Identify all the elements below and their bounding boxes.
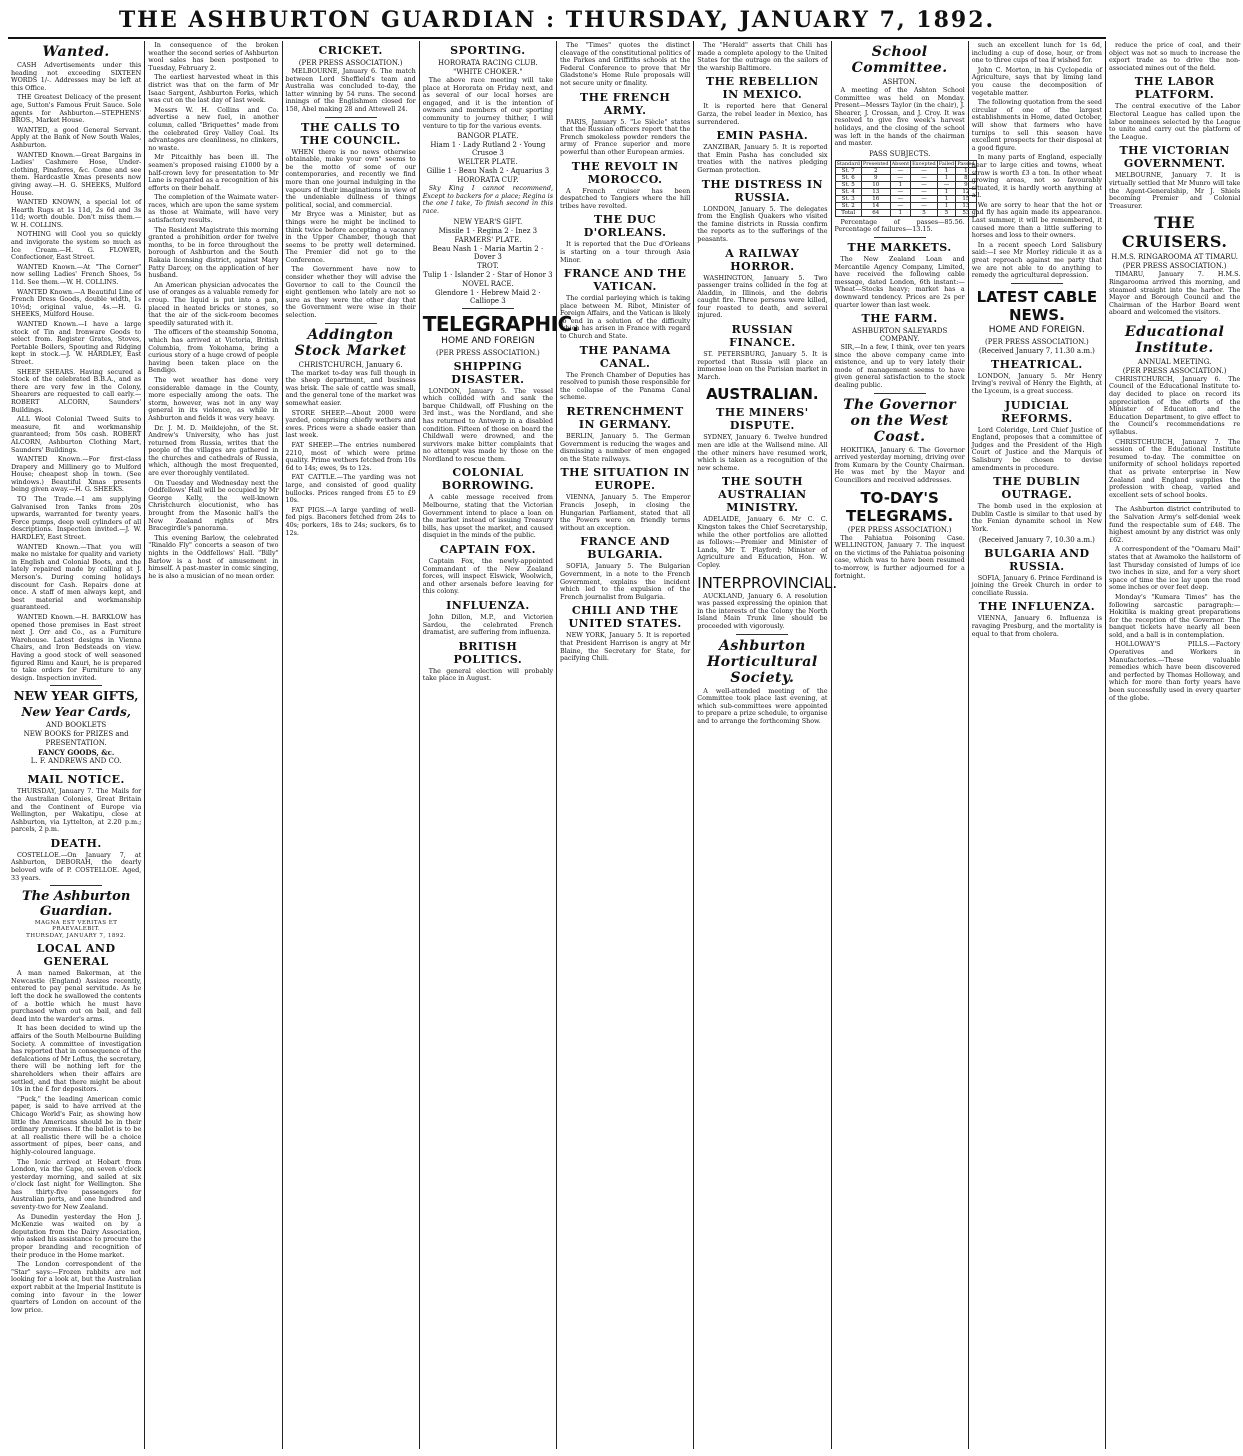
divider [874,393,926,394]
table-cell: 5 [911,209,938,216]
table-header-cell: Presented [862,160,889,167]
colonial-borrowing-heading: COLONIAL BORROWING. [441,466,535,493]
table-cell: 1 [890,181,911,188]
table-cell: 9 [956,181,976,188]
column-4 [420,41,579,1449]
article-paragraph: The following quotation from the seed circular of one of the largest establishments in Home, dated October, will show that farmers who have turnips to sell this season have excellent prospects for their disposal at a good figure. [971,98,1102,152]
table-cell: St. 7 [835,167,861,174]
calls-council-heading: THE CALLS TO THE COUNCIL. [300,120,401,147]
home-foreign-subheading: HOME AND FOREIGN. [988,324,1086,335]
article-paragraph: The market to-day was full though in the sheep department, and business was brisk. The sale of cattle was small, and the general tone of the market was somewhat easier. [285,368,416,407]
cricket-heading: CRICKET. [318,44,383,57]
captain-fox-heading: CAPTAIN FOX. [439,543,537,557]
article-paragraph: The "Herald" asserts that Chili has made a complete apology to the United States for the outrage on the sailors of the warship Baltimore. [697,41,828,72]
table-row [835,209,976,216]
table-cell: 5 [937,209,955,216]
table-cell: 15 [956,195,976,202]
table-cell: 14 [861,202,890,209]
table-cell: 10 [861,181,890,188]
table-cell: 1 [937,188,955,195]
railway-horror-heading: A RAILWAY HORROR. [725,246,800,273]
distress-heading: THE DISTRESS IN RUSSIA. [701,177,824,204]
article-paragraph: The general election will probably take place in August. [422,666,553,683]
table-header-cell: Passed [957,160,975,167]
article-paragraph: The New Zealand Loan and Mercantile Agency Company, Limited, have received the following cable message, dated London, 6th instant:—Wheat—Stocks heavy; market has a downward tendency. Prices are 2s per quarter lower than last week. [834,254,965,309]
british-politics-heading: BRITISH POLITICS. [453,639,523,666]
article-paragraph: The officers of the steamship Sonoma, which has arrived at Victoria, British Columbia, from Yokohama, bring a curious story of a huge crowd of people having been taken place on the Bendigo. [148,328,279,375]
influenza-heading: THE INFLUENZA. [978,600,1096,614]
death-notice: COSTELLOE.—On January 7, at Ashburton, DEBORAH, the dearly beloved wife of P. COSTELLOE. Aged, 33 years. [11,850,142,882]
article-paragraph: The French Chamber of Deputies has resolved to punish those responsible for the collapse of the Panama Canal scheme. [560,370,691,402]
column-7 [832,41,975,1449]
byline: "WHITE CHOKER." [453,68,523,76]
wanted-heading: Wanted. [42,44,110,60]
article-paragraph: TIMARU, January 7. H.M.S. Ringarooma arrived this morning, and steamed straight into the harbor. The Mayor and Borough Council and the Chairman of the Harbor Board went aboard and welcomed the visitors. [1109,270,1241,317]
press-association-credit: (PER PRESS ASSOCIATION.) [847,525,952,534]
cruisers-heading: THE CRUISERS. [1121,213,1228,252]
wanted-ad: TO The Trade.—I am supplying Galvanised Iron Tanks from 20s upwards, warranted for twenty years. Force pumps, deep well cylinders of all descriptions. Inspection invited.—J. W. HARDLEY, East Street. [11,495,142,542]
article-paragraph: Mr Bryce was a Minister, but as things were he might be inclined to think twice before accepting a vacancy in the Upper Chamber, though that seems to be pretty well determined. The Premier did not go to the Conference. [285,210,416,264]
press-association-credit: (PER PRESS ASSOCIATION.) [1122,262,1227,271]
article-paragraph: VIENNA, January 6. Influenza is ravaging Presburg, and the mortality is equal to that from cholera. [971,614,1102,638]
table-cell: — [911,174,938,181]
table-cell: St. 6 [835,174,861,181]
article-paragraph: John Dillon, M.P., and Victorien Sardou, the celebrated French dramatist, are suffering from influenza. [422,613,553,637]
article-paragraph: AUCKLAND, January 6. A resolution was passed expressing the opinion that in the interests of the Colony the North Island Main Trunk line should be proceeded with vigorously. [697,591,828,630]
article-paragraph: A man named Bakerman, at the Newcastle (England) Assizes recently, entered to pay penal servitude. As he left the dock he swallowed the contents of a bottle which he must have purchased when out on bail, and fell dead into the warder's arms. [11,969,142,1023]
article-paragraph: A well-attended meeting of the Committee took place last evening, at which sub-committees were appointed to prepare a prize schedule, to organise and to arrange the forthcoming Show. [697,686,828,725]
labor-platform-heading: THE LABOR PLATFORM. [1134,75,1215,102]
wanted-ad: WANTED Known.—A Beautiful Line of French Dress Goods, double width, 1s 10½d; original value, 4s.—H. G. SHEEKS, Mulford House. [11,287,142,319]
table-header-row [835,160,976,167]
local-general-heading: LOCAL AND GENERAL [36,942,116,969]
race-heading: WELTER PLATE. [458,158,518,167]
race-tips: Missile 1 · Regina 2 · Inez 3 [438,226,538,235]
article-paragraph: The above race meeting will take place at Hororata on Friday next, and as several of our local horses are engaged, and it is the intention of owners and members of our sporting community to journey thither, I will venture to tip for the various events. [422,76,553,130]
governor-heading: The Governor on the West Coast. [843,396,957,445]
press-association-credit: (PER PRESS ASSOCIATION.) [436,348,540,357]
article-paragraph: The wet weather has done very considerable damage in the County, more especially among the oats. The storm, however, was not in any way general in its violence, as while in Ashburton and fields it was very heavy. [148,375,279,422]
article-paragraph: The Ionic arrived at Hobart from London, via the Cape, on seven o'clock yesterday morning, and sailed at six o'clock last night for Wellington. She has thirty-five passengers for Australian ports, and one hundred and seventy-two for New Zealand. [11,1157,142,1212]
paper-motto: MAGNA EST VERITAS ET PRAEVALEBIT. [34,920,118,933]
article-paragraph: SYDNEY, January 6. Twelve hundred men are idle at the Wallsend mine. All the other miners have resumed work, which is taken as a recognition of the new scheme. [697,433,828,472]
race-verse: Sky King I cannot recommend, Except to backers for a place; Regina is the one I take, To finish second in this race. [422,184,553,215]
sporting-heading: SPORTING. [450,44,526,57]
wanted-ad: THE Greatest Delicacy of the present age, Sutton's Famous Fruit Sauce. Sole agents for Ashburton.—STEPHENS' BROS., Market House. [11,93,142,125]
table-cell: 64 [861,209,890,216]
shipping-disaster-heading: SHIPPING DISASTER. [451,359,525,386]
divider [50,685,102,686]
article-paragraph: Mr Pitcaithly has been ill. The seamen's proposed raising £1000 by a half-crown levy for presentation to Mr Lane is regarded as a recognition of his efforts on their behalf. [148,153,279,192]
table-cell: — [890,202,911,209]
mail-notice: THURSDAY, January 7. The Mails for the Australian Colonies, Great Britain and the Continent of Europe via Wellington, per Wakatipu, close at Ashburton, via Lyttelton, at 2.20 p.m.; parcels, 2 p.m. [11,787,142,834]
table-cell: 1 [937,167,955,174]
article-paragraph: STORE SHEEP.—About 2000 were yarded, comprising chiefly wethers and ewes. Prices were a shade easier than last week. [285,408,416,440]
ad-fancy-goods: FANCY GOODS, &c. [37,748,115,758]
germany-heading: RETRENCHMENT IN GERMANY. [566,405,684,432]
table-cell: — [911,202,938,209]
race-tips: Tulip 1 · Islander 2 · Star of Honor 3 [423,270,553,279]
mexico-heading: THE REBELLION IN MEXICO. [705,75,819,102]
article-paragraph: ZANZIBAR, January 5. It is reported that Emin Pasha has concluded six treaties with the natives pledging German protection. [697,143,828,174]
school-committee-heading: School Committee. [851,44,948,76]
table-cell: — [890,167,911,174]
table-row [835,188,976,195]
article-paragraph: SOFIA, January 5. The Bulgarian Government, in a note to the French Government, explains the incident which led to the expulsion of the French journalist from Bulgaria. [560,562,691,601]
paper-date: THURSDAY, JANUARY 7, 1892. [26,933,127,940]
table-cell: — [911,195,938,202]
table-body [835,167,976,216]
subheading: ASHTON. [882,78,917,86]
death-heading: DEATH. [50,836,102,850]
article-paragraph: The completion of the Waimate water-races, which are upon the same system as those at Waimate, will have very satisfactory results. [148,193,279,225]
addington-heading: Addington Stock Market [294,326,407,359]
table-heading: PASS SUBJECTS. [868,149,931,158]
table-header-cell: Failed [938,160,955,167]
horticultural-heading: Ashburton Horticultural Society. [707,637,818,686]
article-paragraph: Percentage of passes—85.56. Percentage of failures—13.15. [834,217,965,234]
ad-andrews: L. F. ANDREWS AND CO. [30,757,122,766]
divider [736,634,788,635]
article-paragraph: WHEN there is no news otherwise obtainable, make your own" seems to be the motto of some of our contemporaries, and recently we find more than one journal indulging in the vapours of their imaginations in view of the undeniable dullness of things political, social, and commercial. [285,147,416,209]
column-9 [1106,41,1243,1449]
article-paragraph: As Dunedin yesterday the Hon J. McKenzie was waited on by a deputation from the Dairy Association, who asked his assistance to procure the proper branding and recognition of their produce in the Home market. [11,1212,142,1259]
paper-title: The Ashburton Guardian. [21,889,131,920]
article-paragraph: FAT CATTLE.—The yarding was not large, and consisted of good quality bullocks. Prices ranged from £5 to £9 10s. [285,473,416,505]
table-cell: St. 4 [835,188,861,195]
chili-heading: CHILI AND THE UNITED STATES. [568,604,682,631]
judicial-heading: JUDICIAL REFORMS. [1001,398,1073,425]
ad-new-year-gifts: NEW YEAR GIFTS, [13,689,139,704]
received-time: (Received January 7, 10.30 a.m.) [978,535,1095,544]
article-paragraph: In consequence of the broken weather the second series of Ashburton wool sales has been postponed to Tuesday, February 2. [148,41,279,72]
article-paragraph: Lord Coleridge, Lord Chief Justice of England, proposes that a committee of Judges and the President of the High Court of Justice and the Marquis of Salisbury be chosen to devise amendments in procedure. [971,425,1102,472]
article-paragraph: FAT PIGS.—A large yarding of well-fed pigs. Baconers fetched from 24s to 40s; porkers, 18s to 24s; suckers, 6s to 12s. [285,505,416,537]
subheading: ANNUAL MEETING. [1137,357,1212,366]
article-paragraph: A meeting of the Ashton School Committee was held on Monday. Present—Messrs Taylor (in the chair), J. Shearer, J. Crossan, and J. Croy. It was resolved to give five week's harvest holidays, and the closing of the school was left in the hands of the chairman and master. [834,86,965,148]
french-army-heading: THE FRENCH ARMY. [579,90,671,117]
article-paragraph: We are sorry to hear that the hot or gad fly has again made its appearance. Last summer, it will be remembered, it caused more than a little suffering to horses and loss to their owners. [971,200,1102,240]
article-paragraph: ST. PETERSBURG, January 5. It is reported that Russia will place an immense loan on the Parisian market in March. [697,350,828,381]
todays-telegrams-heading: TO-DAY'S TELEGRAMS. [846,488,954,525]
wanted-ad: WANTED Known.—I have a large stock of Tin and Ironware Goods to select from. Register Grates, Stoves, Portable Boilers, Spouting and Ridging kept in stock.—J. W. HARDLEY, East Street. [11,320,142,366]
table-header-cell: Absent [891,160,910,167]
ad-new-books: NEW BOOKS for PRIZES and PRESENTATION. [23,730,129,748]
article-paragraph: The Government have now to consider whether they will advise the Governor to call to the Council the eight gentlemen who lately are not so sure as they were the other day that the Government were wise in their selection. [285,265,416,320]
wanted-ad: WANTED Known.—Great Bargains in Ladies' Cashmere Hose, Under-clothing, Pinafores, &c. Come and see them. Hardcastle Xmas presents now giving away.—H. G. SHEEKS, Mulford House. [11,150,142,197]
russian-finance-heading: RUSSIAN FINANCE. [729,323,796,350]
wanted-ad: ALL Wool Colonial Tweed Suits to measure, fit and workmanship guaranteed; from 50s cash. ROBERT ALCORN, Ashburton Clothing Mart, Saunders' Buildings. [11,415,142,454]
article-paragraph: VIENNA, January 5. The Emperor Francis Joseph, in closing the Hungarian Parliament, stated that all the Powers were on friendly terms without an exception. [560,493,691,532]
table-cell: 13 [956,202,976,209]
table-cell: — [911,188,938,195]
article-paragraph: NEW YORK, January 5. It is reported that President Harrison is angry at Mr Blaine, the Secretary for State, for pacifying Chili. [560,631,691,663]
press-association-credit: (PER PRESS ASSOCIATION.) [298,59,403,67]
article-paragraph: MELBOURNE, January 7. It is virtually settled that Mr Munro will take the Agent-Generalship, Mr J. Shiels becoming Premier and Colonial Treasurer. [1109,171,1241,210]
table-cell: 2 [861,167,890,174]
bulgaria-heading: FRANCE AND BULGARIA. [580,535,670,562]
table-cell: — [890,188,911,195]
emin-heading: EMIN PASHA. [716,129,809,143]
race-tips: Glendore 1 · Hebrew Maid 2 · Calliope 3 [435,288,541,305]
subheading: HORORATA RACING CLUB. [438,59,538,67]
article-paragraph: A cable message received from Melbourne, stating that the Victorian Government intend to place a loan on the market instead of issuing Treasury bills, has upset the market, and caused disquiet in the minds of the public. [422,493,553,540]
race-tips: Beau Nash 1 · Maria Martin 2 · Dover 3 [432,244,544,261]
wanted-ad: NOTHING will Cool you so quickly and invigorate the system so much as Ice Cream.—H. G. FLOWER, Confectioner, East Street. [11,230,142,262]
article-paragraph: It has been decided to wind up the affairs of the South Melbourne Building Society. A committee of investigation has reported that in consequence of the defalcations of Mr Loftus, the secretary, there will be nothing left for the shareholders when their affairs are settled, and that there might be about 10s in the £ for depositors. [11,1024,142,1094]
article-paragraph: An American physician advocates the use of oranges as a valuable remedy for croup. The liquid is put into a pan, placed in heated bricks or stones, so that the air of the sick-room becomes speedily saturated with it. [148,280,279,327]
article-paragraph: CHRISTCHURCH, January 7. The session of the Educational Institute resumed to-day. The committee on uniformity of school holidays reported that as private enterprise in New Zealand and England supplies the profession with cheap, varied and excellent sets of school books. [1109,437,1241,499]
article-paragraph: Dr. J. M. D. Meiklejohn, of the St. Andrew's University, who has just returned from Russia, writes that the people of the villages are gathered in the churches and cathedrals of Russia, which, although the most frequented, are ever thoroughly ventilated. [148,423,279,478]
article-paragraph: A French cruiser has been despatched to Tangiers where the hill tribes have revolted. [560,186,691,210]
mail-notice-heading: MAIL NOTICE. [27,773,125,787]
article-paragraph: LONDON, January 5. The vessel which collided with and sank the barque Childwall, off Flushing on the 3rd inst., was the Nordland, and she has returned to Antwerp in a disabled condition. Fifteen of those on board the Childwall were drowned, and the survivors make bitter complaints that no attempt was made by those on the Nordland to rescue them. [422,386,553,463]
divider [50,885,102,886]
article-paragraph: SOFIA, January 6. Prince Ferdinand is joining the Greek Church in order to conciliate Russia. [971,573,1102,597]
table-cell: 1 [937,174,955,181]
table-cell: 12 [956,188,976,195]
article-paragraph: "Puck," the leading American comic paper, is said to have arrived at the Chicago World's Fair, as showing how little the Americans should be in their ordinary premises. If the ballot is to be at all realistic there will be a choice assortment of pipes, beer cans, and highly-coloured language. [11,1094,142,1156]
divider [50,769,102,770]
article-paragraph: In many parts of England, especially near to large cities and towns, wheat straw is worth £3 a ton. In other wheat growing areas, not so favourably situated, it is hardly worth anything at all. [971,153,1102,200]
table-cell: St. 2 [835,202,861,209]
educational-institute-heading: Educational Institute. [1124,323,1225,356]
dateline: CHRISTCHURCH, January 6. [298,360,403,369]
interprovincial-heading: INTERPROVINCIAL. [697,573,838,592]
column-5 [557,41,694,1449]
wanted-ad: SHEEP SHEARS. Having secured a Stock of the celebrated B.B.A., and as there are very few in the Colony, Shearers are requested to call early.—ROBERT ALCORN, Saunders' Buildings. [11,367,142,414]
table-header-cell: Standard [836,160,860,167]
wanted-ad: WANTED KNOWN, a special lot of Hearth Rugs at 1s 11d, 2s 6d and 3s 11d; worth double. Don't miss them.—W. H. COLLINS. [11,198,142,229]
table-cell: 13 [861,188,890,195]
race-heading: NEW YEAR'S GIFT. [453,217,523,226]
bulgaria-russia-heading: BULGARIA AND RUSSIA. [984,546,1090,573]
dublin-heading: THE DUBLIN OUTRAGE. [993,475,1081,502]
race-tips: Gillie 1 · Beau Nash 2 · Aquarius 3 [426,167,550,176]
article-paragraph: HOKITIKA, January 6. The Governor arrived yesterday morning, driving over from Kumara by the County Chairman. He was met by the Mayor and Councillors and received addresses. [834,445,965,485]
article-paragraph: SIR,—In a few, I think, over ten years since the above company came into existence, and up to very lately their mode of management seems to have given general satisfaction to the stock dealing public. [834,343,965,390]
pass-subjects-table [835,160,977,217]
divider [874,237,926,238]
article-paragraph: A correspondent of the "Oamaru Mail" states that at Awamoko the hailstorm of last Thursday consisted of lumps of ice two inches in size, and for a very short space of time the ice lay upon the road some inches or over feet deep. [1109,545,1241,592]
divider [1148,320,1201,321]
article-paragraph: reduce the price of coal, and their object was not so much to increase the export trade as to drive the non-associated mines out of the field. [1109,41,1241,72]
columns [8,41,1241,1449]
article-paragraph: The "Times" quotes the distinct cleavage of the constitutional politics of the Parkes and Griffiths schools at the Federal Conference to prove that Mr Gladstone's Home Rule proposals will not secure unity or finality. [560,41,691,87]
table-header-cell: Excepted [912,160,936,167]
article-paragraph: FAT SHEEP.—The entries numbered 2210, most of which were prime quality. Prime wethers fetched from 10s 6d to 14s; ewes, 9s to 12s. [285,440,416,472]
article-paragraph: This evening Barlow, the celebrated "Rinaldo Fly" concerts a season of two nights in the Oddfellows' Hall. "Billy" Barlow is a host of amusement in himself. A past-master in comic singing, he is also a musician of no mean order. [148,533,279,580]
divider [325,117,377,118]
influenza-heading: INFLUENZA. [446,599,530,612]
column-2 [145,41,282,1449]
table-cell: 53 [956,209,976,216]
table-row [835,195,976,202]
column-6 [694,41,838,1449]
victorian-government-heading: THE VICTORIAN GOVERNMENT. [1119,144,1230,171]
wanted-ad: CASH Advertisements under this heading not exceeding SIXTEEN WORDS 1/-. Addresses may be left at this Office. [11,61,142,92]
race-heading: FARMERS' PLATE. [454,235,522,244]
article-paragraph: PARIS, January 5. "Le Siècle" states that the Russian officers report that the French smokeless powder renders the army of France superior and more powerful than other European armies. [560,117,691,156]
article-paragraph: WASHINGTON, January 5. Two passenger trains collided in the fog at Aladdin, in Illinois, and the debris caught fire. Three persons were killed, four roasted to death, and several injured. [697,273,828,320]
article-paragraph: The Resident Magistrate this morning granted a prohibition order for twelve months, to be in force throughout the borough of Ashburton and the South Rakaia licensing district, against Mary Patty Darcey, on the application of her husband. [148,225,279,280]
panama-heading: THE PANAMA CANAL. [579,343,671,370]
table-cell: 8 [956,174,976,181]
article-paragraph: The earliest harvested wheat in this district was that on the farm of Mr Isaac Sargent, Ashburton Forks, which was cut on the last day of last week. [148,73,279,105]
theatrical-heading: THEATRICAL. [991,357,1083,371]
vatican-heading: FRANCE AND THE VATICAN. [563,267,687,294]
markets-heading: THE MARKETS. [847,240,952,254]
column-3 [283,41,420,1449]
race-heading: TROT. [477,261,499,270]
article-paragraph: The Pahiatua Poisoning Case. WELLINGTON, January 7. The inquest on the victims of the Pahiatua poisoning case, which was to have been resumed to-morrow, is further adjourned for a fortnight. [834,533,965,580]
farm-heading: THE FARM. [861,312,938,326]
article-paragraph: It is reported here that General Garza, the rebel leader in Mexico, has surrendered. [697,102,828,126]
received-time: (Received January 7, 11.30 a.m.) [978,346,1095,355]
article-paragraph: The cordial parleying which is taking place between M. Ribot, Minister of Foreign Affairs, and the Vatican is likely to end in a solution of the difficulty which has arisen in France with regard to Church and State. [560,294,691,341]
table-cell: 1 [937,202,955,209]
wanted-ad: WANTED Known.—For first-class Drapery and Millinery go to Mulford House; cheapest shop in town. (See windows.) Beautiful Xmas presents being given away.—H. G. SHEEKS. [11,455,142,494]
wanted-ad: WANTED Known.—At "The Corner" now selling Ladies' French Shoes, 5s 11d. See them.—W. H. COLLINS. [11,262,142,287]
telegraphic-heading: TELEGRAPHIC. [422,311,579,336]
table-cell: 9 [861,174,890,181]
article-paragraph: The London correspondent of the "Star" says:—Frozen rabbits are not looking for a look at, but the Australian export rabbit at the Imperial Institute is coming into favour in the lower quarters of London on account of the low price. [11,1260,142,1314]
divider [462,308,514,309]
table-row [835,167,976,174]
sa-ministry-heading: THE SOUTH AUSTRALIAN MINISTRY. [718,475,807,515]
article-paragraph: such an excellent lunch for 1s 6d, including a cup of dose, hour, or from one to three cups of tea if wished for. [971,41,1102,65]
article-paragraph: ADELAIDE, January 6. Mr C. C. Kingston takes the Chief Secretaryship, while the other portfolios are allotted as follows:—Premier and Minister of Lands, Mr T. Playford; Minister of Agriculture and Education, Hon. W. Copley. [697,515,828,569]
wanted-ad: WANTED, a good General Servant. Apply at the Bank of New South Wales, Ashburton. [11,125,142,149]
australian-heading: AUSTRALIAN. [706,385,819,404]
article-paragraph: Messrs W. H. Collins and Co. advertise a new fuel, in another column, called "Briquettes" made from the celebrated Grey Valley Coal. Its advantages are cleanliness, no clinkers, no waste. [148,105,279,152]
column-8 [969,41,1106,1449]
race-heading: HORORATA CUP. [457,176,519,185]
article-paragraph: Monday's "Kumara Times" has the following sarcastic paragraph:—Hokitika is making great preparations for the reception of the Governor. The banquet tickets have nearly all been sold, and a ball is in contemplation. [1109,592,1241,639]
europe-heading: THE SITUATION IN EUROPE. [560,466,690,493]
article-paragraph: LONDON, January 5. Mr Henry Irving's revival of Henry the Eighth, at the Lyceum, is a great success. [971,371,1102,395]
masthead-rule [8,37,1106,39]
press-association-credit: (PER PRESS ASSOCIATION.) [1122,366,1227,375]
article-paragraph: The central executive of the Labor Electoral League has called upon the labor nominees selected by the League to unite and carry out the platform of the League. [1109,102,1241,141]
wanted-ad: WANTED Known.—H. BARKLOW has opened those premises in East street next J. Orr and Co., as a Furniture Warehouse. Latest designs in Vienna Chairs, and Iron Bedsteads on view. Having a good stock of well seasoned figured Rimu and Kauri, he is prepared to take orders for Furniture to any design. Inspection invited. [11,612,142,682]
table-cell: 1 [890,209,911,216]
article-paragraph: The bomb used in the explosion at Dublin Castle is similar to that used by the Fenian dynamite school in New York. [971,502,1102,533]
home-foreign-subheading: HOME AND FOREIGN [441,335,535,346]
article-paragraph: It is reported that the Duc d'Orleans is starting on a tour through Asia Minor. [560,240,691,264]
divider [1148,502,1201,503]
wanted-ad: WANTED Known.—That you will make no mistake for quality and variety in English and Colonial Boots, and the lately repaired made by calling at J. Merson's. During coming holidays discount for Cash. Repairs done at once. A staff of men always kept, and best material and workmanship guaranteed. [11,542,142,612]
table-cell: Total [835,209,861,216]
ad-new-year-cards: New Year Cards, [21,705,131,720]
table-cell: — [937,181,955,188]
latest-cable-news-heading: LATEST CABLE NEWS. [976,287,1098,324]
revolt-heading: THE REVOLT IN MOROCCO. [571,159,679,186]
article-paragraph: On Tuesday and Wednesday next the Oddfellows' Hall will be occupied by Mr George Kelly, the well-known Christchurch elocutionist, who has brought from the Masonic hall's the New Zealand rights of Mrs Bracegirdle's panorama. [148,478,279,533]
article-paragraph: In a recent speech Lord Salisbury said:—I see Mr Morley ridicule it as a great reproach against me party that we are not able to do anything to remedy the agricultural depression. [971,240,1102,280]
table-cell: 1 [937,195,955,202]
article-paragraph: John C. Morton, in his Cyclopedia of Agriculture, says that by liming land you cause the decomposition of vegetable matter. [971,65,1102,97]
table-cell: 16 [861,195,890,202]
table-cell: — [890,174,911,181]
ad-booklets: AND BOOKLETS [46,721,107,730]
race-tips: Hiam 1 · Lady Rutland 2 · Young Crusoe 3 [430,141,546,158]
race-heading: BANGOR PLATE. [457,132,519,141]
table-row [835,174,976,181]
column-1 [8,41,145,1449]
article-paragraph: Captain Fox, the newly-appointed Commandant of the New Zealand forces, will inspect Elswick, Woolwich, and other arsenals before leaving for this colony. [422,557,553,596]
table-row [835,181,976,188]
article-paragraph: CHRISTCHURCH, January 6. The Council of the Educational Institute to-day decided to place on record its appreciation of the efforts of the Minister of Education and the Education Department, to give effect to the Council's recommendations re syllabus. [1109,374,1241,437]
duc-heading: THE DUC D'ORLEANS. [583,213,667,240]
table-cell: — [890,195,911,202]
article-paragraph: LONDON, January 5. The delegates from the English Quakers who visited the famine districts in Russia confirm the reports as to the sufferings of the peasants. [697,204,828,243]
table-cell: — [911,167,938,174]
subheading: H.M.S. RINGAROOMA AT TIMARU. [1111,253,1238,262]
table-cell: St. 3 [835,195,861,202]
divider [325,323,377,324]
table-row [835,202,976,209]
article-paragraph: The Ashburton district contributed to the Salvation Army's self-denial week fund the respectable sum of £48. The highest amount by any district was only £62. [1109,505,1241,544]
article-paragraph: MELBOURNE, January 6. The match between Lord Sheffield's team and Australia was concluded to-day, the latter winning by 54 runs. The second innings of the Englishmen closed for 158, Abel making 28 and Attewell 24. [285,67,416,113]
miners-dispute-heading: THE MINERS' DISPUTE. [716,406,809,433]
table-cell: — [911,181,938,188]
masthead: THE ASHBURTON GUARDIAN : THURSDAY, JANUARY 7, 1892. [118,7,996,33]
table-cell: St. 5 [835,181,861,188]
race-heading: NOVEL RACE. [461,279,514,288]
divider [1011,283,1063,284]
table-cell: 1 [956,167,976,174]
article-paragraph: BERLIN, January 5. The German Government is reducing the wages and dismissing a number of men engaged on the State railways. [560,432,691,463]
press-association-credit: (PER PRESS ASSOCIATION.) [985,337,1089,346]
article-paragraph: HOLLOWAY'S PILLS.—Factory Operatives and Workers in Manufactories.—These valuable remedies which have been discovered and perfected by Thomas Holloway, and which for more than forty years have been successfully used in every quarter of the globe. [1109,640,1241,702]
subheading: ASHBURTON SALEYARDS COMPANY. [851,327,948,344]
